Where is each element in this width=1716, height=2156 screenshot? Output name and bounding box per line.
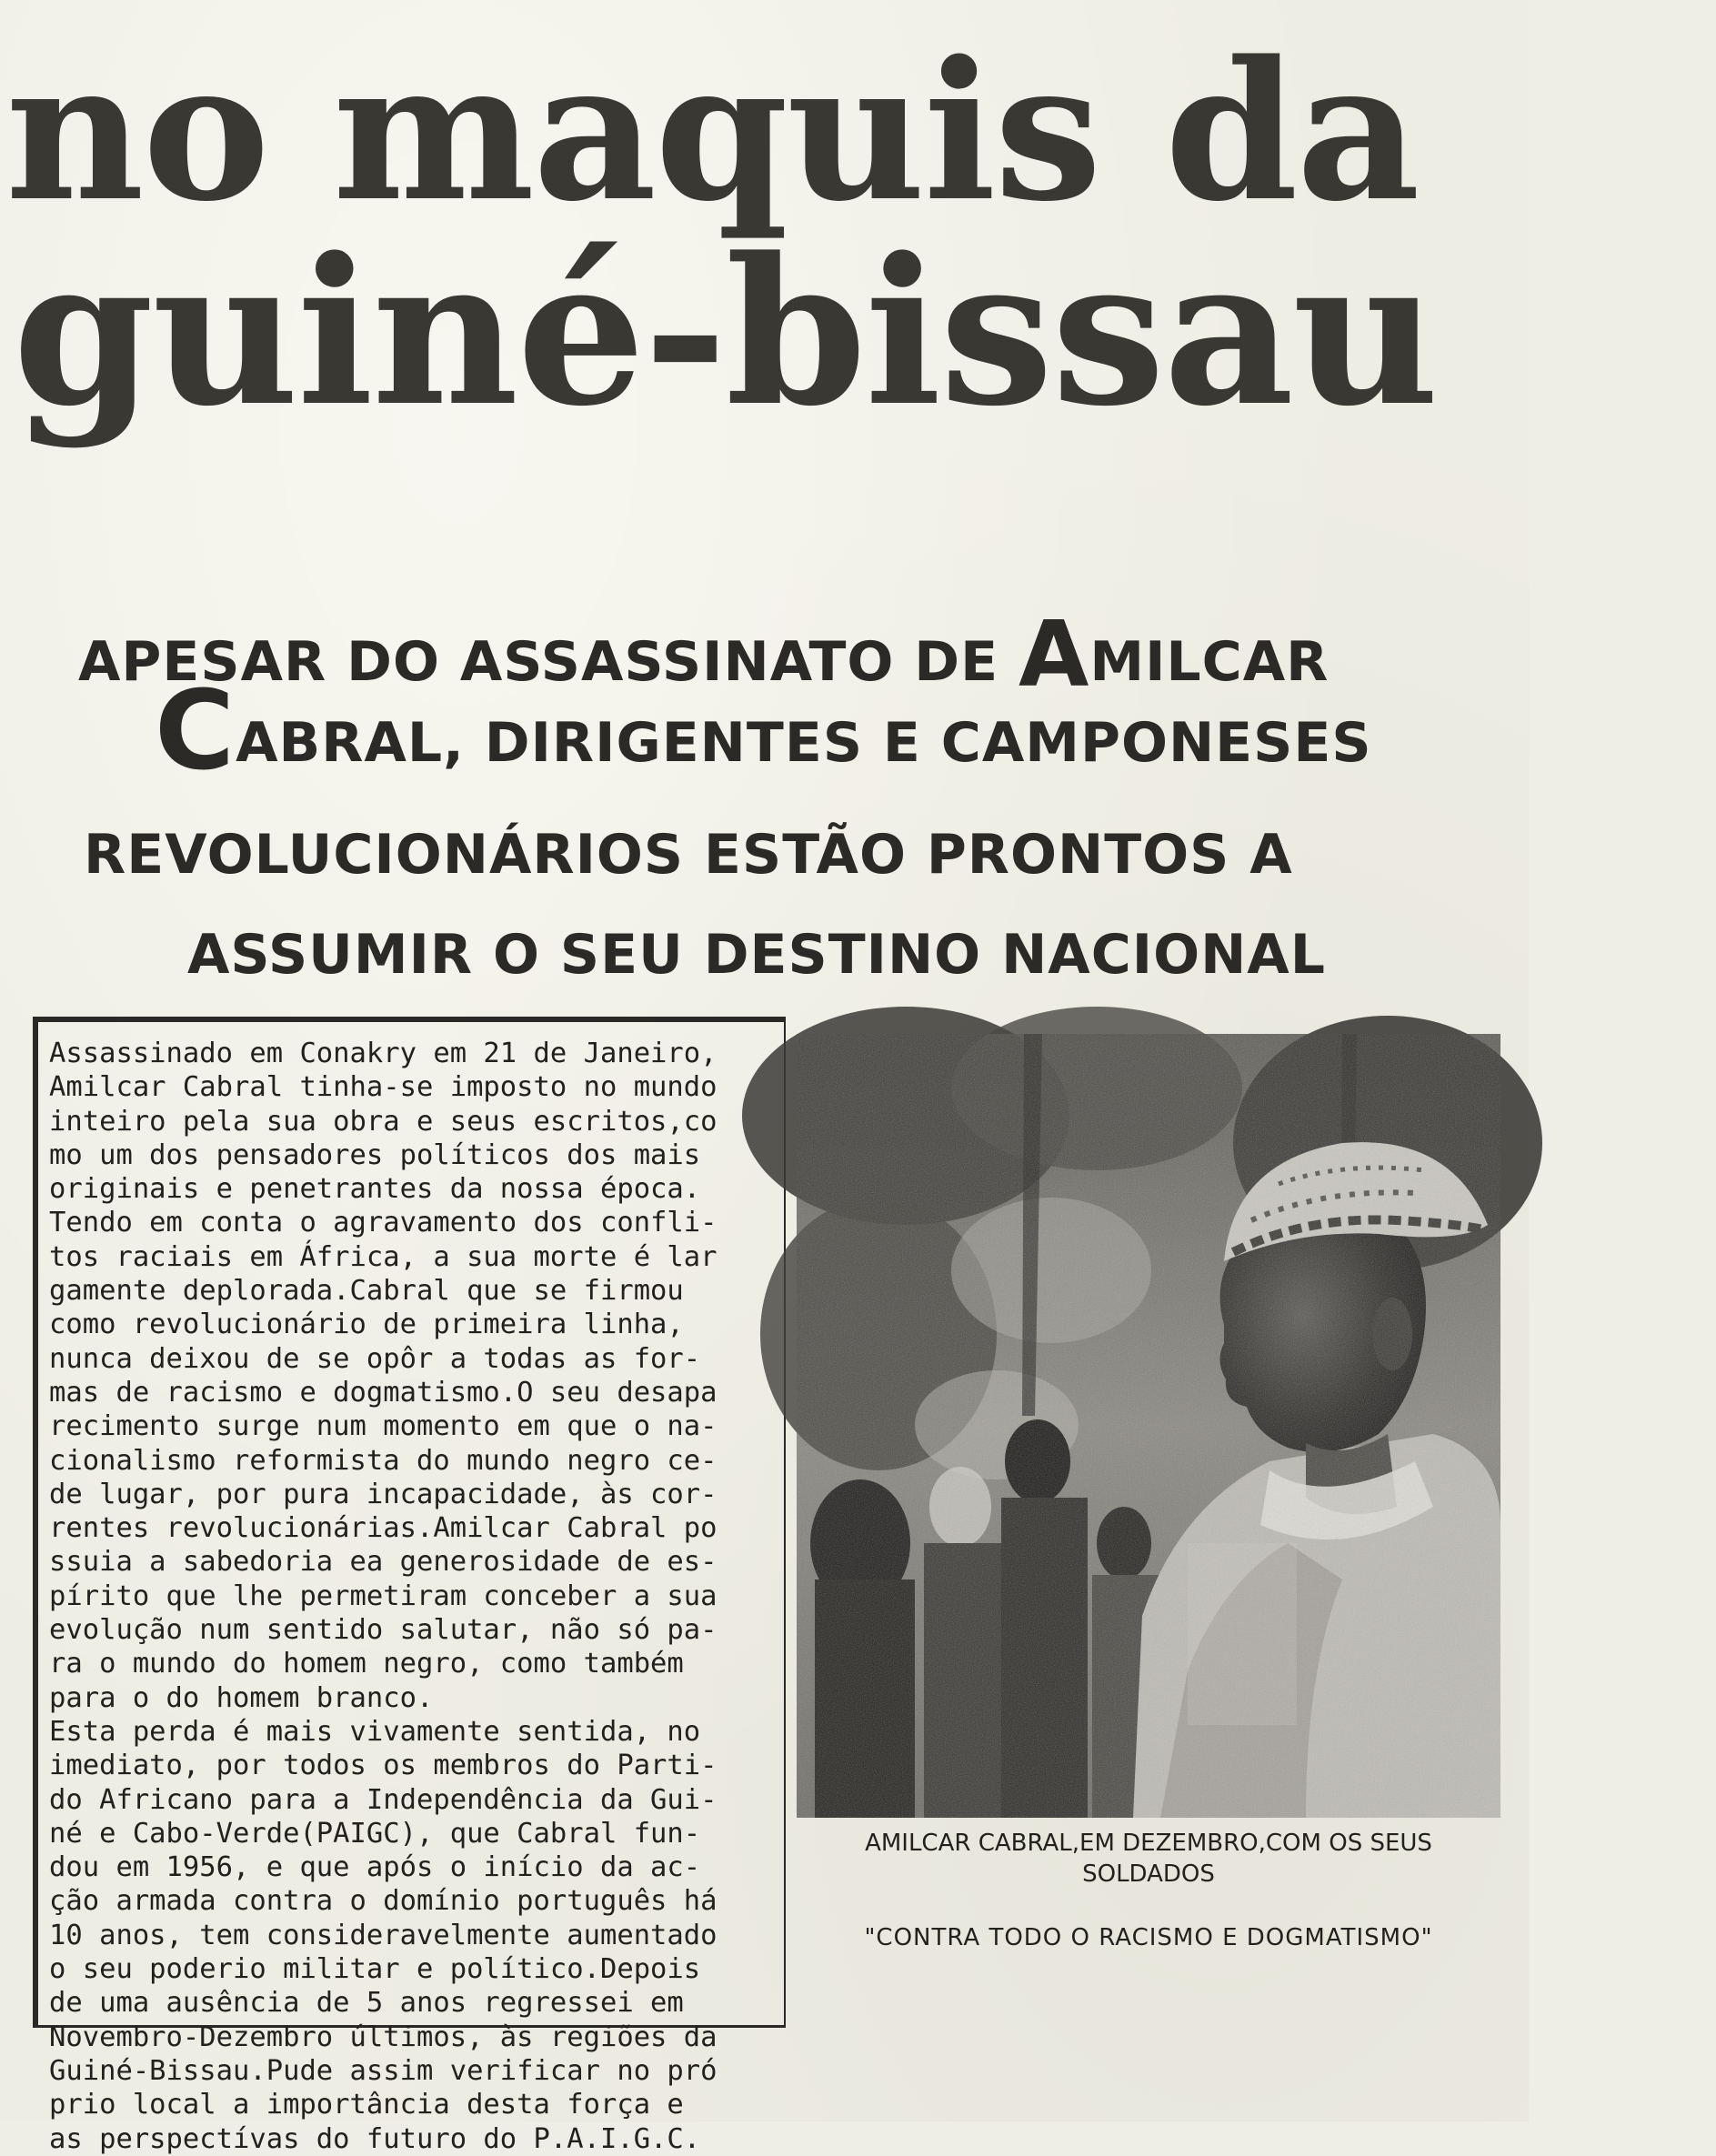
article-box xyxy=(33,1017,786,2155)
photo-illustration xyxy=(797,1034,1500,1818)
photo-quote: "CONTRA TODO O RACISMO E DOGMATISMO" xyxy=(864,1924,1433,1951)
article-line: ção armada contra o domínio português há xyxy=(49,1885,718,1918)
headline-drop-cap-a: A xyxy=(1018,601,1090,707)
masthead-line-2: guiné-bissau xyxy=(13,215,1438,451)
article-line: mo um dos pensadores políticos dos mais xyxy=(49,1138,701,1171)
article-line: pírito que lhe permetiram conceber a sua xyxy=(49,1579,718,1612)
article-line: as perspectívas do futuro do P.A.I.G.C. xyxy=(49,2122,701,2155)
article-line: inteiro pela sua obra e seus escritos,co xyxy=(49,1105,718,1138)
photo-caption-line-2: SOLDADOS xyxy=(1082,1860,1215,1888)
headline-line-4: ASSUMIR O SEU DESTINO NACIONAL xyxy=(187,923,1326,987)
article-line: Tendo em conta o agravamento dos confli- xyxy=(49,1207,718,1239)
article-line: de lugar, por pura incapacidade, às cor- xyxy=(49,1478,718,1510)
article-line: 10 anos, tem consideravelmente aumentado xyxy=(49,1919,718,1951)
article-line: imediato, por todos os membros do Parti- xyxy=(49,1750,718,1782)
article-line: Assassinado em Conakry em 21 de Janeiro, xyxy=(49,1038,718,1069)
article-line: evolução num sentido salutar, não só pa- xyxy=(49,1614,718,1647)
article-line: Novembro-Dezembro últimos, às regiões da xyxy=(49,2021,718,2053)
article-line: ra o mundo do homem negro, como também xyxy=(49,1648,684,1680)
article-line: o seu poderio militar e político.Depois xyxy=(49,1953,701,1986)
article-line: cionalismo reformista do mundo negro ce- xyxy=(49,1444,718,1477)
headline-line-1-end: MILCAR xyxy=(1089,630,1330,694)
article-line: Guiné-Bissau.Pude assim verificar no pró xyxy=(49,2054,718,2087)
article-line: originais e penetrantes da nossa época. xyxy=(49,1173,701,1206)
photo-caption xyxy=(797,1828,1500,1890)
article-line: rentes revolucionárias.Amilcar Cabral po xyxy=(49,1512,718,1545)
article-line: prio local a importância desta força e xyxy=(49,2089,684,2121)
article-line: como revolucionário de primeira linha, xyxy=(49,1309,684,1341)
article-line: né e Cabo-Verde(PAIGC), que Cabral fun- xyxy=(49,1817,701,1850)
photo-amilcar-cabral xyxy=(797,1034,1500,1818)
masthead-line-1: no maquis da xyxy=(5,19,1419,244)
headline-line-2-text: ABRAL, DIRIGENTES E CAMPONESES xyxy=(236,711,1372,775)
article-line: Esta perda é mais vivamente sentida, no xyxy=(49,1715,701,1748)
article-line: de uma ausência de 5 anos regressei em xyxy=(49,1987,684,2020)
article-line: tos raciais em África, a sua morte é lar xyxy=(49,1240,718,1273)
article-line: ssuia a sabedoria ea generosidade de es- xyxy=(49,1546,718,1579)
article-line: Amilcar Cabral tinha-se imposto no mundo xyxy=(49,1071,718,1104)
article-line: nunca deixou de se opôr a todas as for- xyxy=(49,1342,701,1375)
article-line: mas de racismo e dogmatismo.O seu desapa xyxy=(49,1376,718,1409)
photo-caption-line-1: AMILCAR CABRAL,EM DEZEMBRO,COM OS SEUS xyxy=(865,1830,1432,1857)
headline-drop-cap-c: C xyxy=(155,668,236,795)
headline-line-1-text: APESAR DO ASSASSINATO DE xyxy=(78,630,1019,694)
article-line: dou em 1956, e que após o início da ac- xyxy=(49,1851,701,1884)
headline-line-2 xyxy=(155,668,1683,795)
article-line: para o do homem branco. xyxy=(49,1681,434,1714)
headline-line-3: REVOLUCIONÁRIOS ESTÃO PRONTOS A xyxy=(84,823,1293,887)
article-line: recimento surge num momento em que o na- xyxy=(49,1410,718,1443)
article-line: do Africano para a Independência da Gui- xyxy=(49,1783,718,1816)
article-text xyxy=(49,1037,784,2156)
article-line: gamente deplorada.Cabral que se firmou xyxy=(49,1275,684,1308)
